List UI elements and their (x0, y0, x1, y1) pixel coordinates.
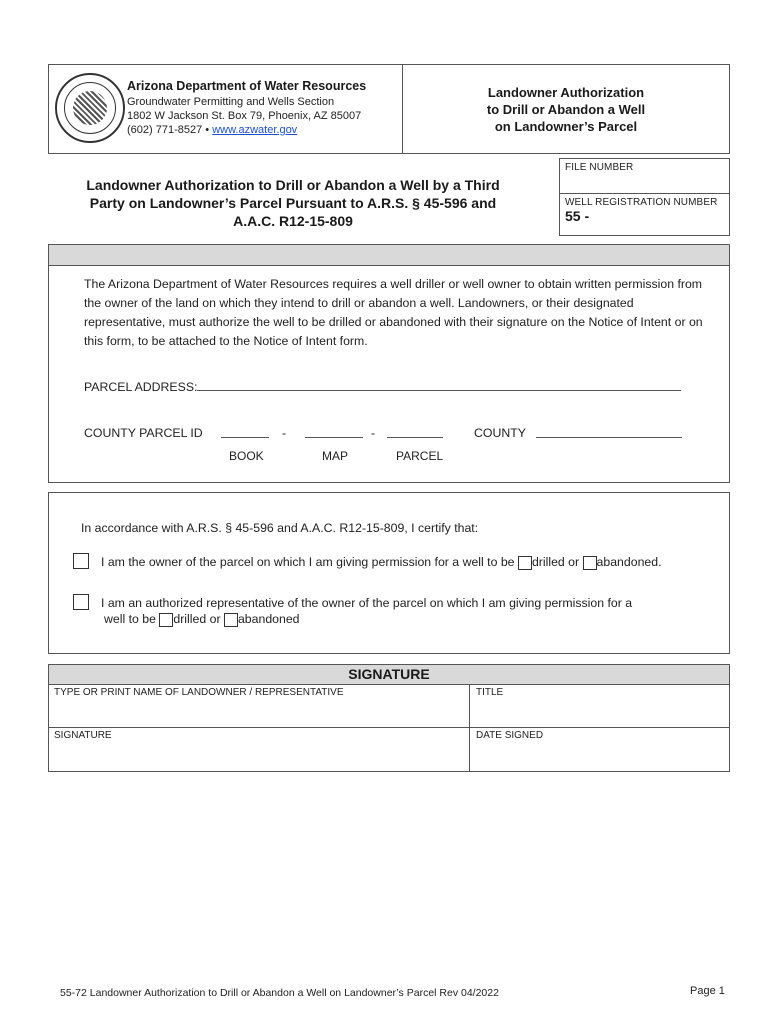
agency-section: Groundwater Permitting and Wells Section (127, 96, 335, 108)
representative-statement-line1: I am an authorized representative of the owner of the parcel on which I am giving permission for a (101, 596, 633, 610)
owner-statement: I am the owner of the parcel on which I am giving permission for a well to be drilled or abandoned. (101, 555, 662, 569)
footer-form-id: 55-72 Landowner Authorization to Drill or Abandon a Well on Landowner’s Parcel Rev 04/2022 (60, 987, 499, 999)
arizona-seal-icon (55, 73, 125, 143)
owner-drilled-checkbox[interactable] (518, 556, 532, 570)
agency-name: Arizona Department of Water Resources (127, 79, 367, 93)
header-title-line3: on Landowner’s Parcel (494, 118, 638, 134)
title-field[interactable] (473, 699, 727, 725)
agency-phone: (602) 771-8527 • (127, 124, 210, 136)
county-field[interactable] (536, 426, 682, 438)
owner-checkbox[interactable] (73, 553, 89, 569)
date-signed-field[interactable] (473, 742, 727, 770)
representative-checkbox[interactable] (73, 594, 89, 610)
parcel-address-field[interactable] (197, 379, 681, 391)
file-number-box (559, 158, 730, 236)
owner-abandoned-checkbox[interactable] (583, 556, 597, 570)
landowner-name-label: TYPE OR PRINT NAME OF LANDOWNER / REPRESENTATIVE (54, 687, 344, 698)
signature-label: SIGNATURE (54, 730, 112, 741)
agency-contact (127, 124, 297, 136)
rep-drilled-checkbox[interactable] (159, 613, 173, 627)
parcel-info-section (48, 244, 730, 483)
title-label: TITLE (476, 687, 504, 698)
header-title-line1: Landowner Authorization (487, 84, 645, 100)
certification-intro: In accordance with A.R.S. § 45-596 and A.A.C. R12-15-809, I certify that: (81, 521, 479, 535)
certification-section (48, 492, 730, 654)
signature-field[interactable] (51, 742, 465, 770)
date-signed-label: DATE SIGNED (476, 730, 544, 741)
dash-2: - (371, 426, 376, 440)
header-title-line2: to Drill or Abandon a Well (486, 101, 646, 117)
header-box (48, 64, 730, 154)
section-header-bar (49, 245, 729, 266)
signature-title: SIGNATURE (49, 665, 729, 685)
parcel-label: PARCEL (396, 449, 444, 463)
representative-statement-line2: well to be drilled or abandoned (104, 612, 300, 626)
well-registration-label: WELL REGISTRATION NUMBER (565, 197, 718, 208)
parcel-number-field[interactable] (387, 426, 443, 438)
rep-abandoned-checkbox[interactable] (224, 613, 238, 627)
dash-1: - (282, 426, 287, 440)
landowner-name-field[interactable] (51, 699, 465, 725)
county-parcel-id-label: COUNTY PARCEL ID (84, 426, 203, 440)
parcel-book-field[interactable] (221, 426, 269, 438)
instructions-paragraph: The Arizona Department of Water Resources requires a well driller or well owner to obtain written permission from the owner of the land on which they intend to drill or abandon a well. Landowners, or their designated representative, must authorize the well to be drilled or abandoned with their signature on the Notice of Intent or on this form, to be attached to the Notice of Intent form. (84, 277, 703, 348)
signature-section (48, 664, 730, 772)
well-registration-field[interactable]: 55 - (565, 208, 590, 224)
parcel-map-field[interactable] (305, 426, 363, 438)
page-title: Landowner Authorization to Drill or Abandon a Well by a Third Party on Landowner’s Parcel Pursuant to A.R.S. § 45-596 and A.A.C. R12-15-809 (86, 177, 500, 229)
parcel-address-label: PARCEL ADDRESS: (84, 380, 198, 394)
map-label: MAP (322, 449, 349, 463)
page-number: Page 1 (690, 985, 725, 997)
file-number-label: FILE NUMBER (565, 162, 634, 173)
book-label: BOOK (229, 449, 264, 463)
county-label: COUNTY (474, 426, 526, 440)
parcel-address-row (84, 379, 681, 394)
header-form-title (403, 65, 729, 153)
agency-website-link[interactable]: www.azwater.gov (212, 124, 298, 136)
agency-address: 1802 W Jackson St. Box 79, Phoenix, AZ 85007 (127, 110, 362, 122)
